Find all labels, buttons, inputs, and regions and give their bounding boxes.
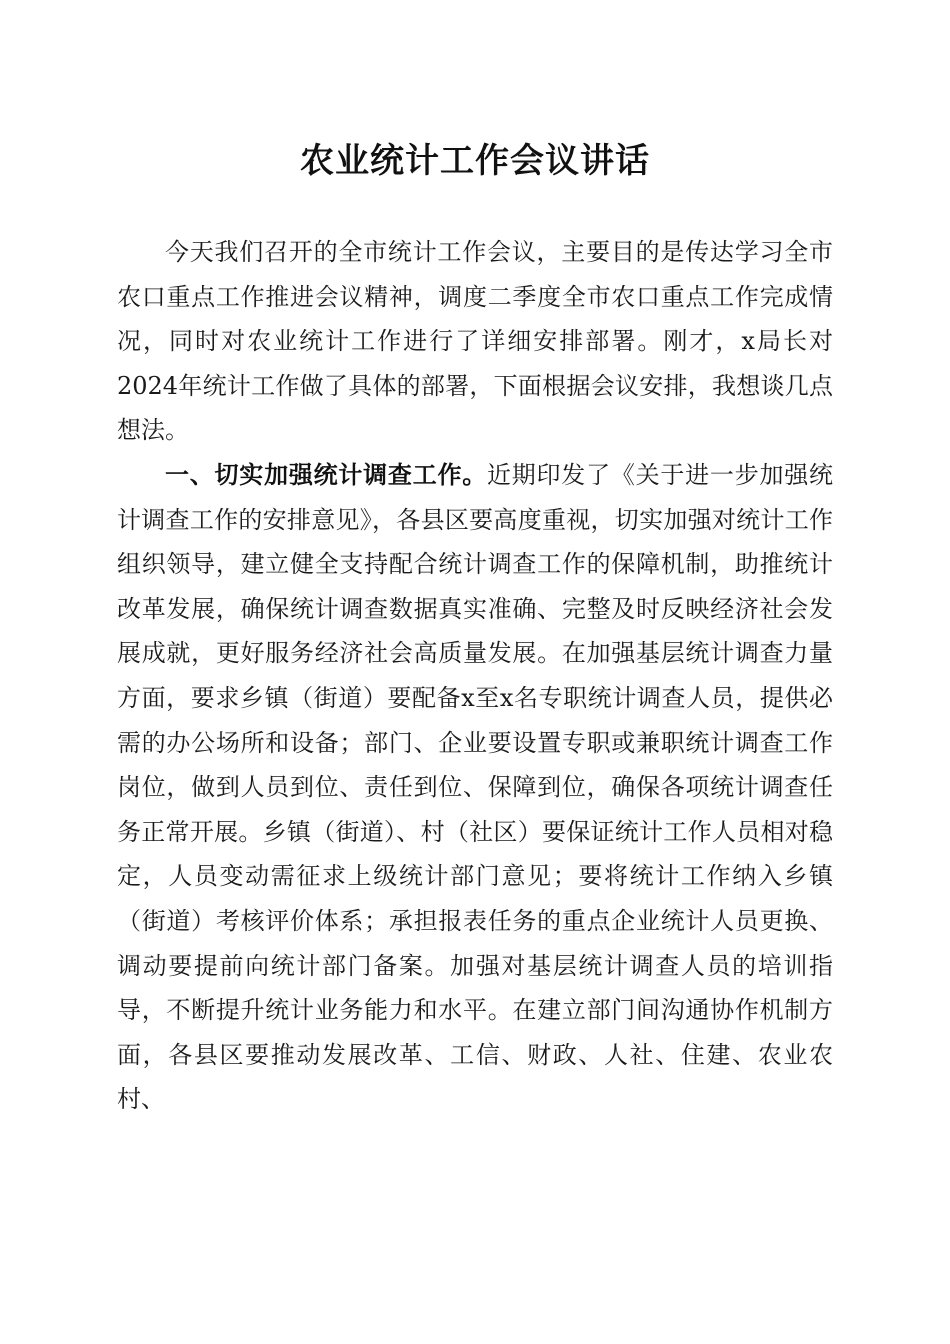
section-1-paragraph	[117, 453, 833, 1122]
section-1-heading: 一、切实加强统计调查工作。	[165, 460, 487, 489]
intro-paragraph-text: 今天我们召开的全市统计工作会议，主要目的是传达学习全市农口重点工作推进会议精神，调度二季度全市农口重点工作完成情况，同时对农业统计工作进行了详细安排部署。刚才，x局长对2024年统计工作做了具体的部署，下面根据会议安排，我想谈几点想法。	[117, 238, 833, 445]
document-body	[117, 230, 833, 1122]
section-1-body: 近期印发了《关于进一步加强统计调查工作的安排意见》，各县区要高度重视，切实加强对统计工作组织领导，建立健全支持配合统计调查工作的保障机制，助推统计改革发展，确保统计调查数据真实准确、完整及时反映经济社会发展成就，更好服务经济社会高质量发展。在加强基层统计调查力量方面，要求乡镇（街道）要配备x至x名专职统计调查人员，提供必需的办公场所和设备；部门、企业要设置专职或兼职统计调查工作岗位，做到人员到位、责任到位、保障到位，确保各项统计调查任务正常开展。乡镇（街道）、村（社区）要保证统计工作人员相对稳定，人员变动需征求上级统计部门意见；要将统计工作纳入乡镇（街道）考核评价体系；承担报表任务的重点企业统计人员更换、调动要提前向统计部门备案。加强对基层统计调查人员的培训指导，不断提升统计业务能力和水平。在建立部门间沟通协作机制方面，各县区要推动发展改革、工信、财政、人社、住建、农业农村、	[117, 460, 833, 1114]
intro-paragraph	[117, 230, 833, 453]
document-title: 农业统计工作会议讲话	[300, 141, 650, 181]
